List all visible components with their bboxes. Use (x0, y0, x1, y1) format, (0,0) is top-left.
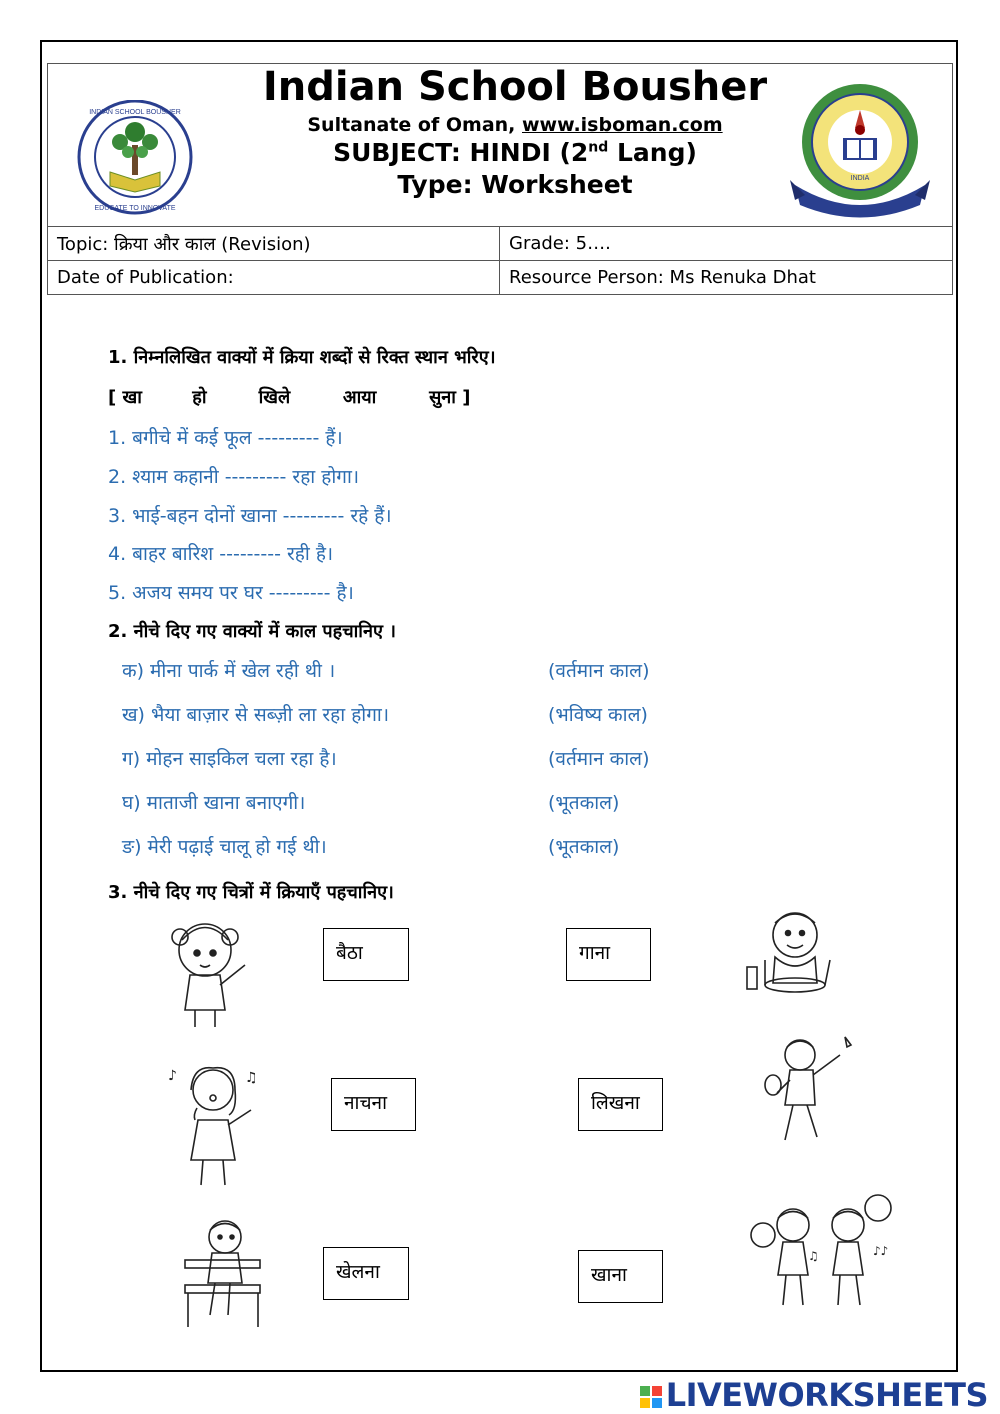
svg-text:♪: ♪ (168, 1068, 177, 1084)
word-bank-item: हो (192, 387, 207, 408)
girl-painting-icon (160, 915, 255, 1033)
liveworksheets-brand: LIVEWORKSHEETS (665, 1376, 988, 1414)
girl-singing-icon (163, 1060, 263, 1190)
school-location (220, 114, 810, 136)
verb-box[interactable]: खेलना (323, 1247, 409, 1300)
q2-sentence: क) मीना पार्क में खेल रही थी । (122, 660, 336, 682)
subject-sup: nd (588, 139, 609, 156)
q2-sentence: ङ) मेरी पढ़ाई चालू हो गई थी। (122, 836, 327, 858)
boy-eating-icon (745, 905, 843, 997)
subject-end: Lang) (608, 138, 697, 167)
svg-text:INDIAN SCHOOL BOUSHER: INDIAN SCHOOL BOUSHER (89, 109, 181, 116)
q2-sentence: ख) भैया बाज़ार से सब्ज़ी ला रहा होगा। (122, 704, 390, 726)
subject-line (220, 138, 810, 167)
q1-sentence[interactable]: 5. अजय समय पर घर --------- है। (108, 582, 354, 604)
q1-heading: 1. निम्नलिखित वाक्यों में क्रिया शब्दों से रिक्त स्थान भरिए। (108, 347, 496, 368)
resource-cell: Resource Person: Ms Renuka Dhat (500, 261, 953, 295)
website-link[interactable]: www.isboman.com (522, 114, 723, 136)
q2-sentence: ग) मोहन साइकिल चला रहा है। (122, 748, 337, 770)
q2-answer[interactable]: (भविष्य काल) (548, 704, 648, 726)
q2-answer[interactable]: (भूतकाल) (548, 836, 620, 858)
verb-box[interactable]: बैठा (323, 928, 409, 981)
location-text: Sultanate of Oman, (307, 114, 522, 136)
svg-text:INDIA: INDIA (850, 175, 870, 182)
word-bank-item: [ खा (108, 387, 142, 408)
q2-answer[interactable]: (वर्तमान काल) (548, 660, 650, 682)
date-cell: Date of Publication: (48, 261, 500, 295)
boy-badminton-icon (755, 1025, 863, 1153)
topic-cell: Topic: क्रिया और काल (Revision) (48, 227, 500, 261)
word-bank-item: आया (342, 387, 377, 408)
q2-heading: 2. नीचे दिए गए वाक्यों में काल पहचानिए । (108, 621, 396, 642)
verb-box[interactable]: नाचना (331, 1078, 416, 1131)
subject-text: SUBJECT: HINDI (2 (333, 138, 589, 167)
boy-sitting-icon (180, 1215, 265, 1330)
children-cheering-icon (748, 1190, 898, 1310)
q1-sentence[interactable]: 1. बगीचे में कई फूल --------- हैं। (108, 427, 343, 449)
q2-answer[interactable]: (वर्तमान काल) (548, 748, 650, 770)
verb-box[interactable]: लिखना (578, 1078, 663, 1131)
word-bank (108, 385, 470, 409)
verb-box[interactable]: गाना (566, 928, 651, 981)
q2-sentence: घ) माताजी खाना बनाएगी। (122, 792, 306, 814)
school-name: Indian School Bousher (262, 64, 768, 110)
word-bank-item: खिले (258, 387, 291, 408)
svg-text:♫: ♫ (245, 1070, 258, 1086)
verb-box[interactable]: खाना (578, 1250, 663, 1303)
q3-heading: 3. नीचे दिए गए चित्रों में क्रियाएँ पहचानिए। (108, 882, 394, 903)
info-table (47, 226, 953, 295)
grade-cell: Grade: 5…. (500, 227, 953, 261)
svg-text:♪♪: ♪♪ (873, 1244, 889, 1258)
q1-sentence[interactable]: 4. बाहर बारिश --------- रही है। (108, 543, 334, 565)
school-logo-icon (70, 100, 200, 215)
svg-text:EDUCATE TO INNOVATE: EDUCATE TO INNOVATE (94, 205, 176, 212)
worksheet-type: Type: Worksheet (397, 170, 633, 199)
svg-text:♫: ♫ (808, 1249, 819, 1263)
liveworksheets-mark-icon (640, 1386, 662, 1408)
liveworksheets-logo (640, 1376, 988, 1414)
q1-sentence[interactable]: 3. भाई-बहन दोनों खाना --------- रहे हैं। (108, 505, 392, 527)
q1-sentence[interactable]: 2. श्याम कहानी --------- रहा होगा। (108, 466, 360, 488)
q2-answer[interactable]: (भूतकाल) (548, 792, 620, 814)
word-bank-item: सुना ] (429, 387, 471, 408)
